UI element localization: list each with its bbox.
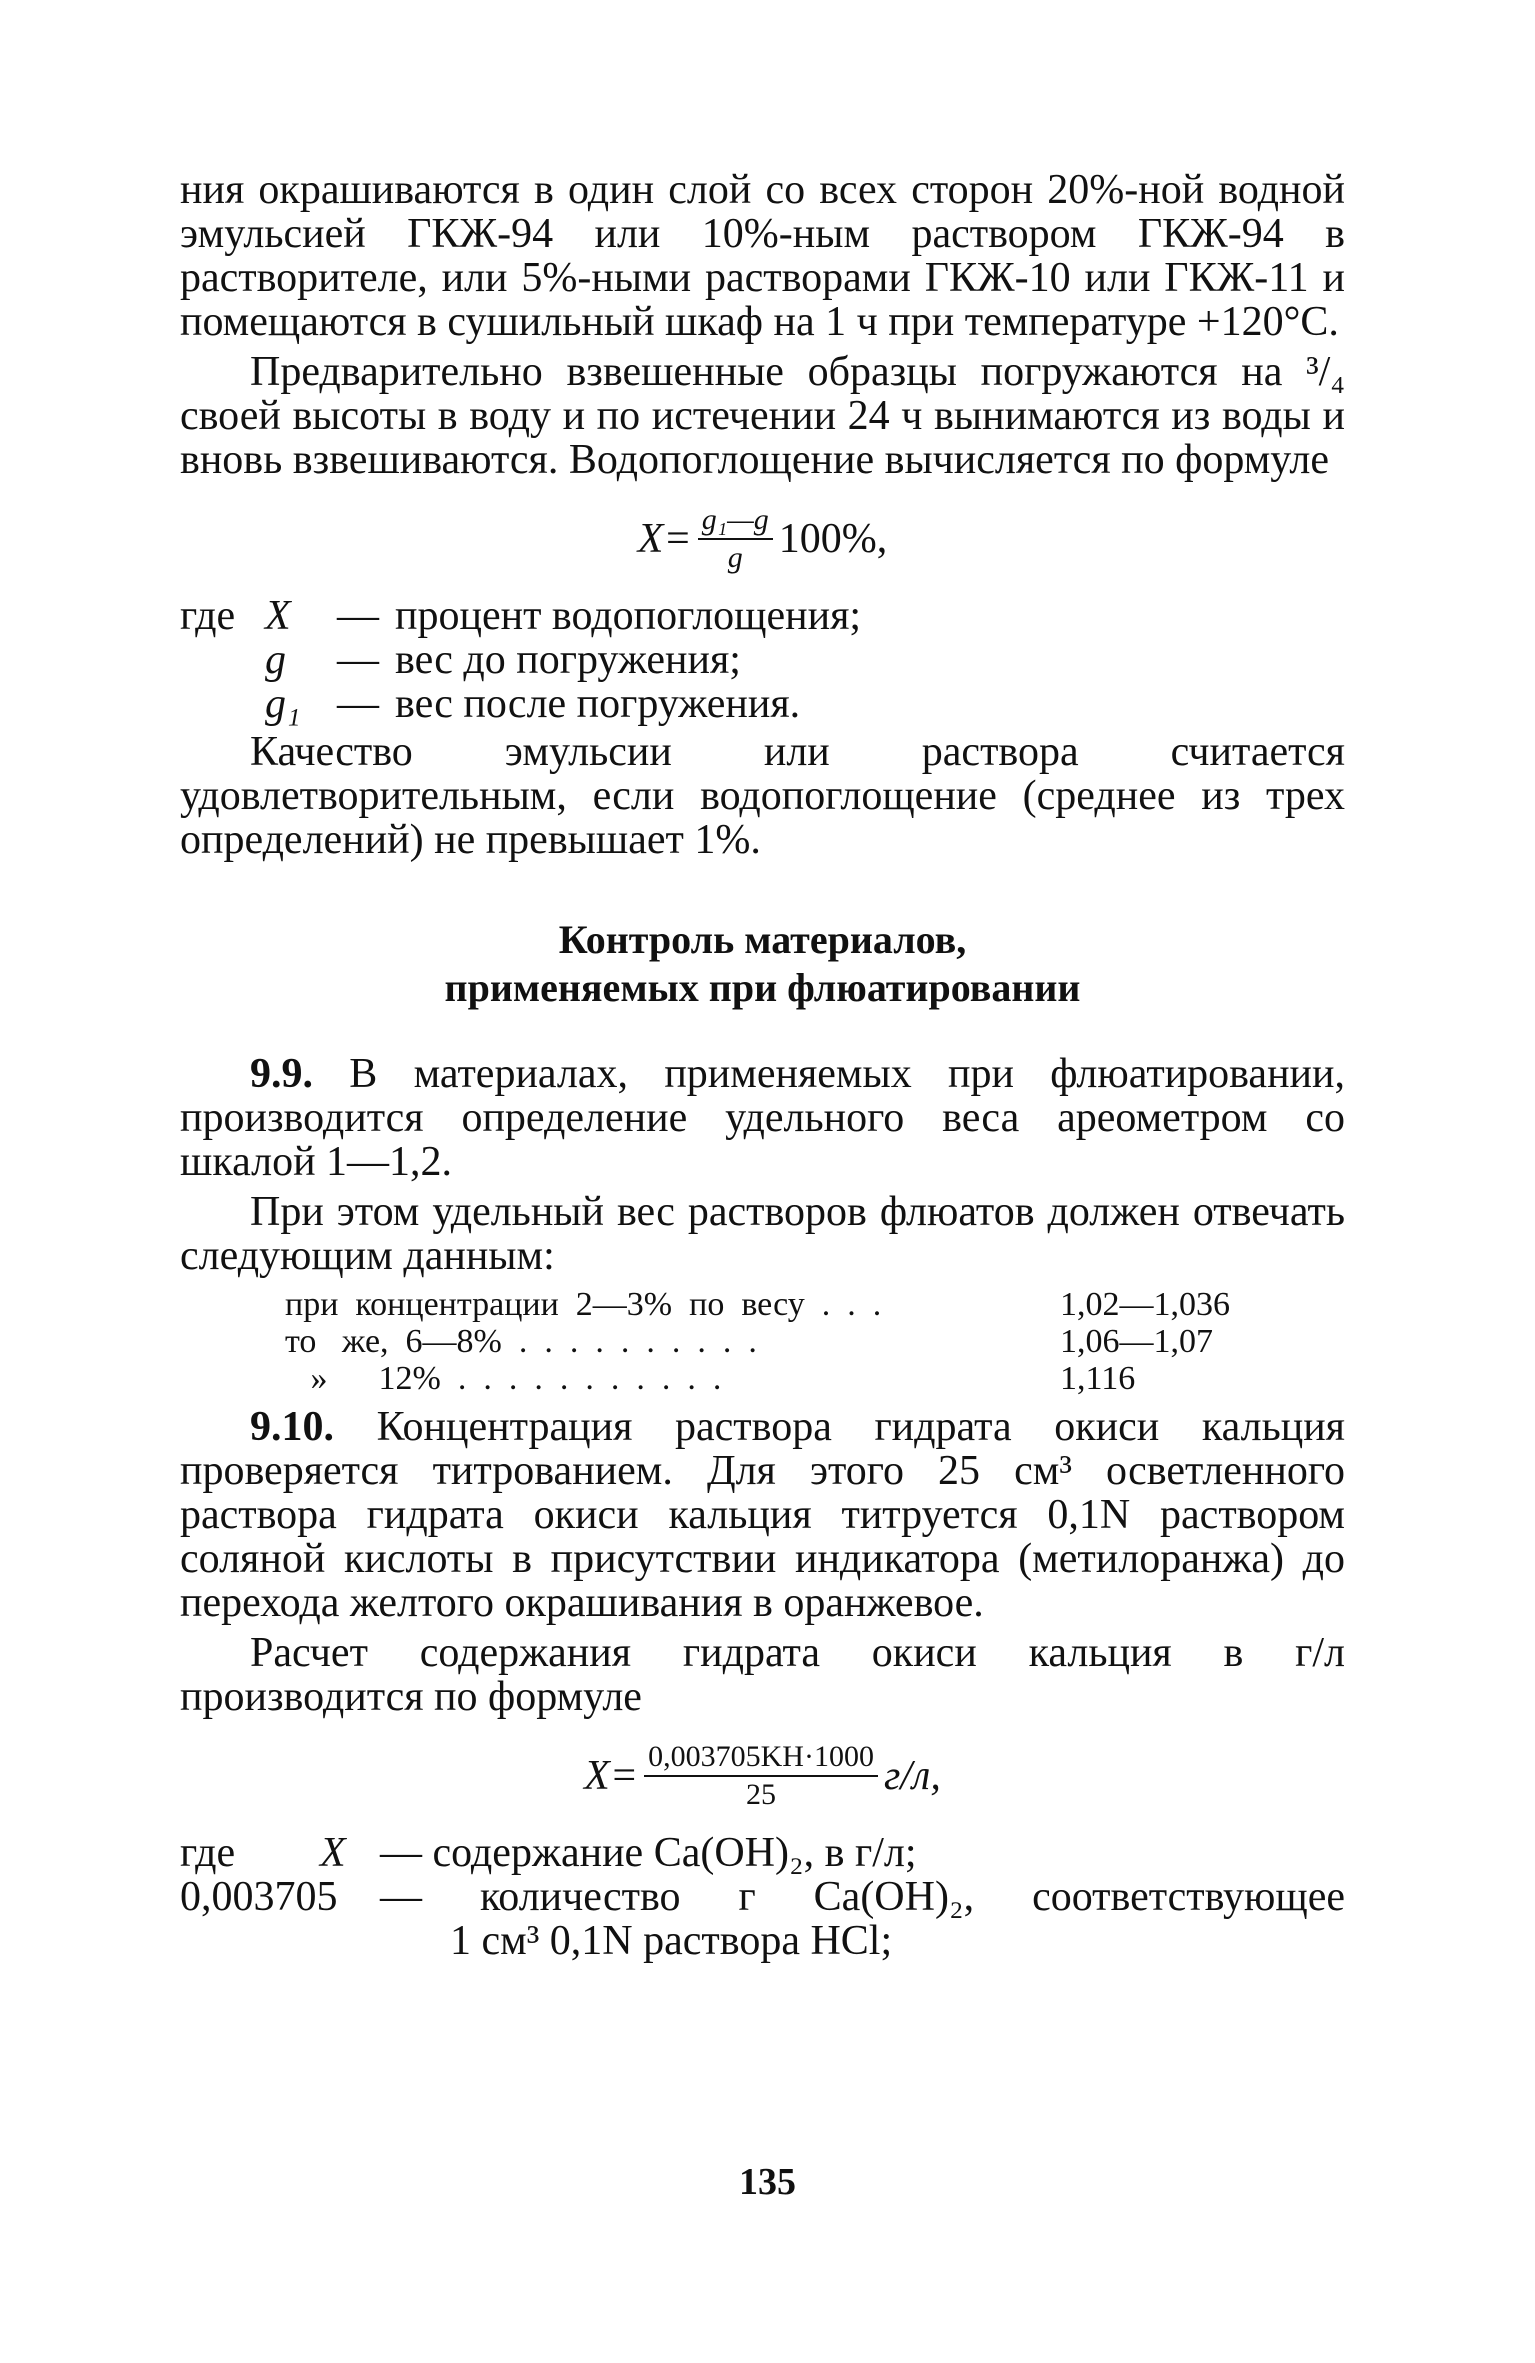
definition-lead [180, 638, 265, 682]
table-row-label: » 12% . . . . . . . . . . . [285, 1360, 722, 1397]
paragraph-2: Предварительно взвешенные образцы погружаются на ³/₄ своей высоты в воду и по истечении 24 ч вынимаются из воды и вновь взвешиваются. Водопоглощение вычисляется по формуле [180, 349, 1345, 483]
definition-text: — содержание Ca(OH)₂, в г/л; [380, 1830, 917, 1876]
paragraph-5: При этом удельный вес растворов флюатов должен отвечать следующим данным: [180, 1189, 1345, 1279]
table-row-value: 1,116 [1060, 1360, 1136, 1397]
paragraph-9-10 [180, 1405, 1345, 1625]
definition-row [180, 1875, 1345, 1919]
table-row [180, 1323, 1345, 1360]
definition-text: вес до погружения; [395, 637, 741, 683]
table-row-label: при концентрации 2—3% по весу . . . [285, 1286, 882, 1323]
clause-text: Концентрация раствора гидрата окиси кальция проверяется титрованием. Для этого 25 см³ осветленного раствора гидрата окиси кальция титруется 0,1N раствором соляной кислоты в присутствии индикатора (метилоранжа) до перехода желтого окрашивания в оранжевое. [180, 1404, 1345, 1626]
definition-symbol: X [265, 593, 291, 639]
formula-2-denominator: 25 [746, 1778, 777, 1811]
definition-row [180, 638, 1345, 682]
formula-2-lhs: X= [584, 1753, 639, 1799]
paragraph-9-9 [180, 1052, 1345, 1184]
formula-2-tail: г/л, [883, 1753, 941, 1799]
specific-gravity-table [180, 1286, 1345, 1397]
paragraph-1: ния окрашиваются в один слой со всех сторон 20%-ной водной эмульсией ГКЖ-94 или 10%-ным раствором ГКЖ-94 в растворителе, или 5%-ными растворами ГКЖ-10 или ГКЖ-11 и помещаются в сушильный шкаф на 1 ч при температуре +120°С. [180, 167, 1345, 345]
definition-lead [180, 682, 265, 726]
definition-dash: — [337, 637, 379, 683]
page-content [180, 168, 1345, 1963]
definition-row [180, 594, 1345, 638]
formula-calcium-hydroxide [180, 1741, 1345, 1811]
formula-1-lhs: X= [637, 516, 692, 562]
definition-text: процент водопоглощения; [395, 593, 862, 639]
definition-symbol: g [265, 637, 286, 683]
definition-text: 1 см³ 0,1N раствора HCl; [450, 1918, 893, 1964]
definition-dash: — [337, 681, 379, 727]
formula-1-fraction [698, 504, 773, 574]
formula-2-fraction [644, 1741, 878, 1811]
table-row [180, 1286, 1345, 1323]
definitions-list-2 [180, 1831, 1345, 1963]
definition-lead [180, 1919, 450, 1963]
definition-lead: где [180, 1830, 236, 1876]
formula-1-tail: 100%, [778, 516, 888, 562]
paragraph-3: Качество эмульсии или раствора считается удовлетворительным, если водопоглощение (среднее из трех определений) не превышает 1%. [180, 729, 1345, 863]
table-row-label: то же, 6—8% . . . . . . . . . . [285, 1323, 757, 1360]
formula-1-denominator: g [727, 541, 743, 574]
definition-row [180, 1831, 1345, 1875]
section-title-line-1: Контроль материалов, [558, 917, 967, 962]
definition-lead: где [180, 593, 236, 639]
definition-text: — количество г Ca(OH)₂, соответствующее [380, 1874, 1345, 1920]
definition-symbol: X [320, 1830, 346, 1876]
formula-2-numerator: 0,003705KH·1000 [644, 1741, 878, 1777]
definition-lead: 0,003705 [180, 1874, 338, 1920]
paragraph-7: Расчет содержания гидрата окиси кальция в г/л производится по формуле [180, 1630, 1345, 1720]
definition-symbol: g₁ [265, 681, 301, 727]
definition-text: вес после погружения. [395, 681, 801, 727]
table-row-value: 1,02—1,036 [1060, 1286, 1230, 1323]
clause-number: 9.10. [250, 1404, 334, 1450]
clause-number: 9.9. [250, 1051, 313, 1097]
formula-water-absorption [180, 504, 1345, 574]
page-number: 135 [739, 2161, 796, 2203]
formula-1-numerator: g₁—g [698, 504, 773, 540]
section-title [180, 916, 1345, 1012]
definitions-list-1 [180, 594, 1345, 726]
definition-dash: — [337, 593, 379, 639]
clause-text: В материалах, применяемых при флюатировании, производится определение удельного веса ареометром со шкалой 1—1,2. [180, 1051, 1346, 1185]
section-title-line-2: применяемых при флюатировании [444, 965, 1081, 1010]
definition-row [180, 682, 1345, 726]
table-row-value: 1,06—1,07 [1060, 1323, 1213, 1360]
definition-row [180, 1919, 1345, 1963]
table-row [180, 1360, 1345, 1397]
